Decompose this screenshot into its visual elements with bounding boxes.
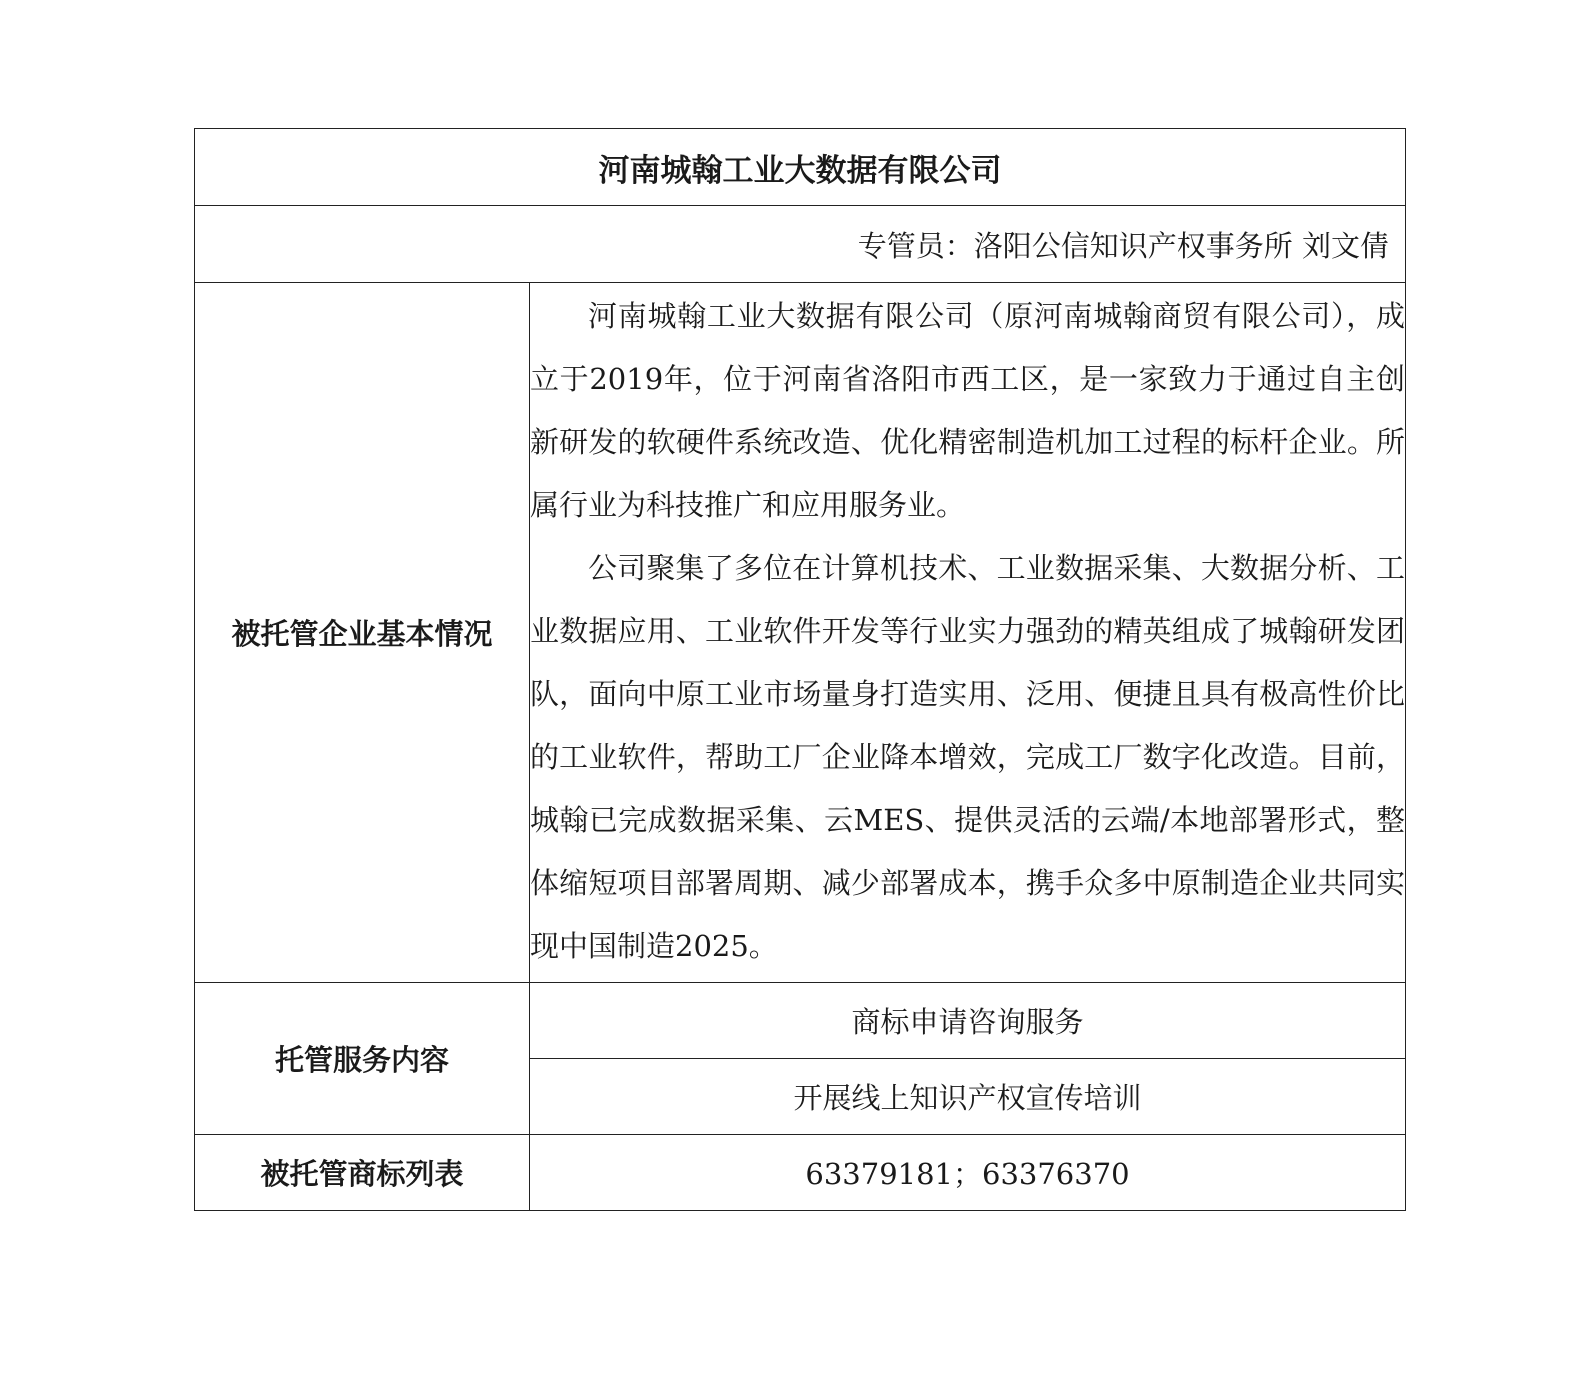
description-paragraph-2: 公司聚集了多位在计算机技术、工业数据采集、大数据分析、工业数据应用、工业软件开发等行业实力强劲的精英组成了城翰研发团队，面向中原工业市场量身打造实用、泛用、便捷且具有极高性价比的工业软件，帮助工厂企业降本增效，完成工厂数字化改造。目前，城翰已完成数据采集、云MES、提供灵活的云端/本地部署形式，整体缩短项目部署周期、减少部署成本，携手众多中原制造企业共同实现中国制造2025。 [530, 551, 1405, 963]
service-item-1: 商标申请咨询服务 [530, 983, 1406, 1059]
enterprise-info-table [194, 128, 1406, 1211]
basic-info-description [530, 283, 1406, 983]
description-paragraph-1: 河南城翰工业大数据有限公司（原河南城翰商贸有限公司），成立于2019年，位于河南省洛阳市西工区，是一家致力于通过自主创新研发的软硬件系统改造、优化精密制造机加工过程的标杆企业。所属行业为科技推广和应用服务业。 [530, 299, 1405, 522]
company-title: 河南城翰工业大数据有限公司 [195, 129, 1406, 206]
trademark-list-value: 63379181；63376370 [530, 1135, 1406, 1211]
trademark-list-label: 被托管商标列表 [195, 1135, 530, 1211]
manager-line: 专管员：洛阳公信知识产权事务所 刘文倩 [195, 206, 1406, 283]
basic-info-label: 被托管企业基本情况 [195, 283, 530, 983]
services-label: 托管服务内容 [195, 983, 530, 1135]
service-item-2: 开展线上知识产权宣传培训 [530, 1059, 1406, 1135]
